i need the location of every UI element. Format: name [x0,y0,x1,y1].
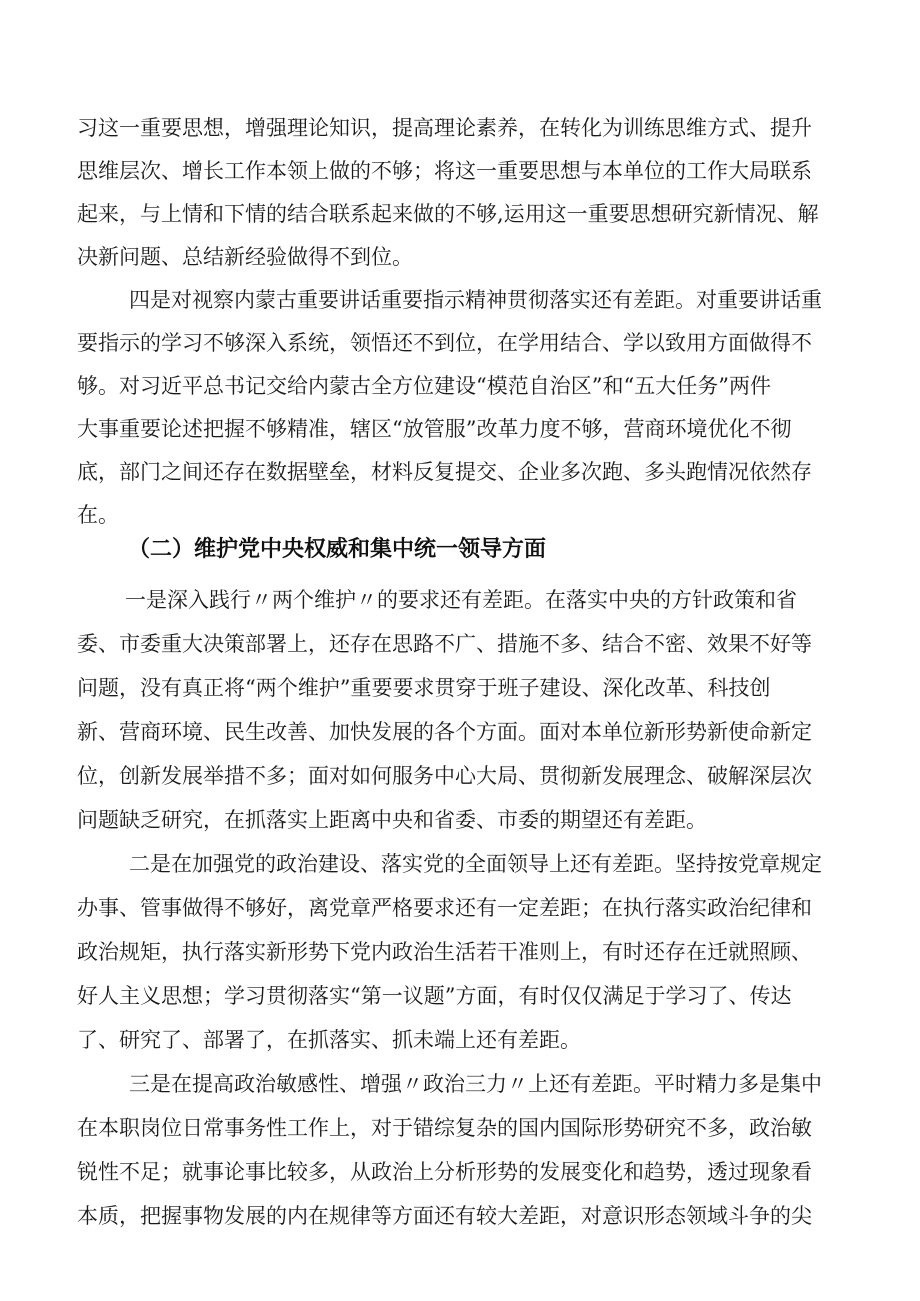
paragraph-4-line-2: 办事、管事做得不够好，离党章严格要求还有一定差距；在执行落实政治纪律和 [77,896,812,920]
paragraph-4-line-3: 政治规矩，执行落实新形势下党内政治生活若干准则上，有时还存在迁就照顾、 [77,940,812,964]
section-heading: （二）维护党中央权威和集中统一领导方面 [128,537,547,562]
paragraph-2-line-5: 底，部门之间还存在数据壁垒，材料反复提交、企业多次跑、多头跑情况依然存 [77,460,812,484]
paragraph-4-line-1: 二是在加强党的政治建设、落实党的全面领导上还有差距。坚持按党章规定 [129,852,822,876]
paragraph-2-line-1: 四是对视察内蒙古重要讲话重要指示精神贯彻落实还有差距。对重要讲话重 [129,288,822,312]
paragraph-1-line-4: 决新问题、总结新经验做得不到位。 [77,245,413,269]
paragraph-3-line-3: 问题，没有真正将“两个维护”重要要求贯穿于班子建设、深化改革、科技创 [77,676,771,700]
paragraph-5-line-3: 锐性不足；就事论事比较多，从政治上分析形势的发展变化和趋势，透过现象看 [77,1160,812,1184]
paragraph-3-line-5: 位，创新发展举措不多；面对如何服务中心大局、贯彻新发展理念、破解深层次 [77,764,812,788]
paragraph-5-line-1: 三是在提高政治敏感性、增强〃政治三力〃上还有差距。平时精力多是集中 [129,1072,822,1096]
paragraph-2-line-2: 要指示的学习不够深入系统，领悟还不到位，在学用结合、学以致用方面做得不 [77,331,812,355]
paragraph-3-line-4: 新、营商环境、民生改善、加快发展的各个方面。面对本单位新形势新使命新定 [77,720,812,744]
paragraph-3-line-1: 一是深入践行〃两个维护〃的要求还有差距。在落实中央的方针政策和省 [125,588,797,612]
paragraph-2-line-4: 大事重要论述把握不够精准，辖区“放管服”改革力度不够，营商环境优化不彻 [77,417,792,441]
paragraph-4-line-5: 了、研究了、部署了，在抓落实、抓未端上还有差距。 [77,1028,581,1052]
paragraph-4-line-4: 好人主义思想；学习贯彻落实“第一议题”方面，有时仅仅满足于学习了、传达 [77,984,792,1008]
paragraph-1-line-1: 习这一重要思想，增强理论知识，提高理论素养，在转化为训练思维方式、提升 [77,116,812,140]
paragraph-2-line-6: 在。 [77,503,119,527]
paragraph-3-line-6: 问题缺乏研究，在抓落实上距离中央和省委、市委的期望还有差距。 [77,808,707,832]
paragraph-1-line-3: 起来，与上情和下情的结合联系起来做的不够,运用这一重要思想研究新情况、解 [77,202,819,226]
paragraph-5-line-2: 在本职岗位日常事务性工作上，对于错综复杂的国内国际形势研究不多，政治敏 [77,1116,812,1140]
paragraph-3-line-2: 委、市委重大决策部署上，还存在思路不广、措施不多、结合不密、效果不好等 [77,632,812,656]
paragraph-5-line-4: 本质，把握事物发展的内在规律等方面还有较大差距，对意识形态领域斗争的尖 [77,1204,812,1228]
paragraph-2-line-3: 够。对习近平总书记交给内蒙古全方位建设“模范自治区”和“五大任务”两件 [77,374,771,398]
paragraph-1-line-2: 思维层次、增长工作本领上做的不够；将这一重要思想与本单位的工作大局联系 [77,159,812,183]
